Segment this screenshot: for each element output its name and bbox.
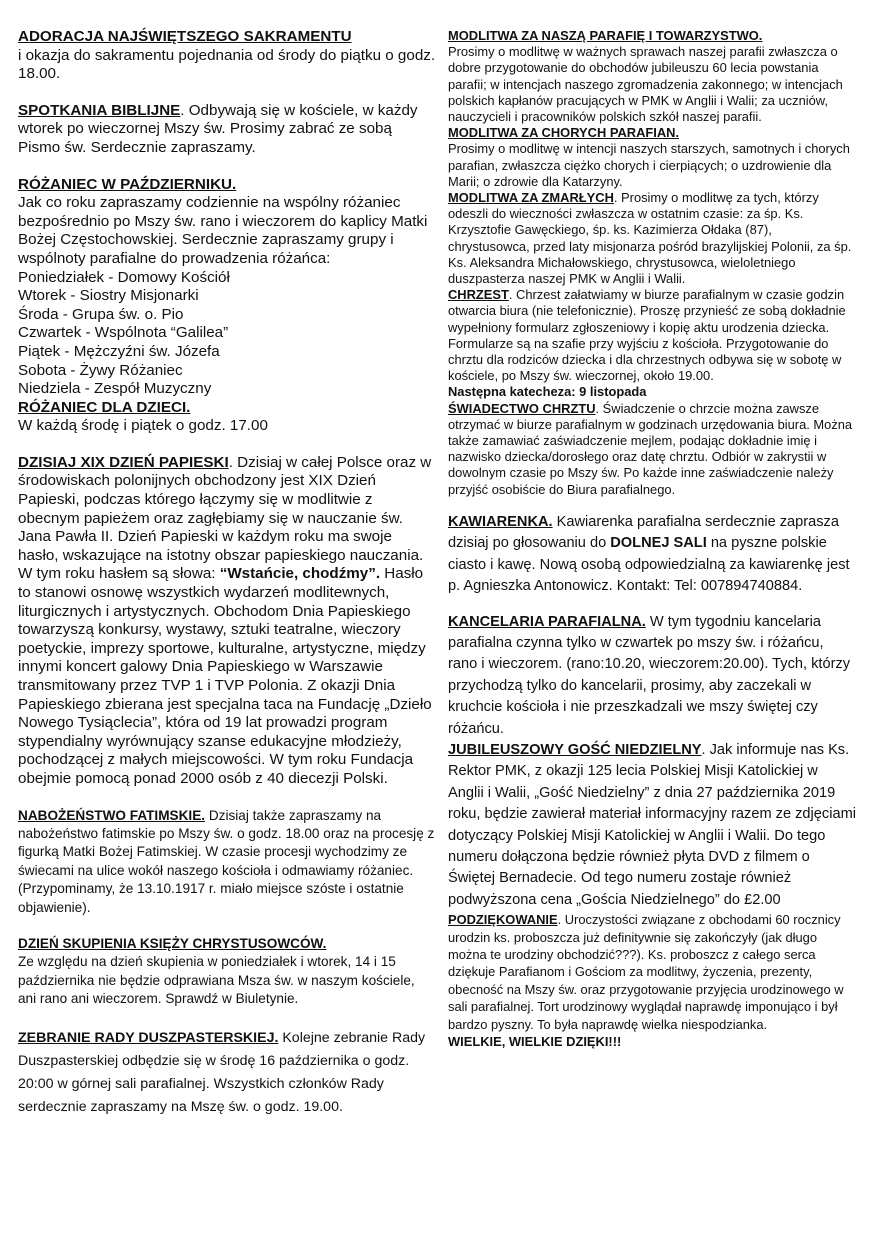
text-rozaniec: Jak co roku zapraszamy codziennie na wspólny różaniec bezpośrednio po Mszy św. rano i wieczorem do kaplicy Matki Bożej Częstochowskiej. Serdecznie zapraszamy grupy i wspólnoty parafialne do prowadzenia różańca: bbox=[18, 194, 428, 267]
text-jubileuszowy: . Jak informuje nas Ks. Rektor PMK, z okazji 125 lecia Polskiej Misji Katolickiej w Anglii i Walii, „Gość Niedzielny” z dnia 27 października 2019 roku, będzie zawierał materiał informacyjny razem ze zdjęciami dotyczący Polskiej Misji Katolickiej w Anglii i Walii. Do tego numeru dołączona będzie również płyta DVD z filmem o Świętej Bernadecie. Od tego numeru zostaje również podwyższona cena „Gościa Niedzielnego” do £2.00 bbox=[448, 741, 856, 908]
heading-modlitwa-chorzy: MODLITWA ZA CHORYCH PARAFIAN. bbox=[448, 125, 680, 141]
rozaniec-day: Sobota - Żywy Różaniec bbox=[18, 361, 183, 379]
section-jubileuszowy bbox=[448, 740, 856, 911]
rozaniec-day: Poniedziałek - Domowy Kościół bbox=[18, 268, 230, 286]
section-rada bbox=[18, 1027, 436, 1119]
heading-skupienie: DZIEŃ SKUPIENIA KSIĘŻY CHRYSTUSOWCÓW. bbox=[18, 936, 327, 951]
rozaniec-day: Wtorek - Siostry Misjonarki bbox=[18, 287, 199, 305]
heading-dzien-papieski: DZISIAJ XIX DZIEŃ PAPIESKI bbox=[18, 453, 229, 471]
section-modlitwa-chorzy bbox=[448, 125, 856, 190]
text-swiadectwo: . Świadczenie o chrzcie można zawsze otrzymać w biurze parafialnym w godzinach urzędowania biura. Można także zamawiać zaświadczenie mejlem, podając dokładnie imię i nazwisko dziecka/dorosłego oraz datę chrztu. Odbiór w zakrystii w dowolnym czasie po Mszy św. Po każde inne zaświadczenie należy przyjść osobiście do Biura parafialnego. bbox=[448, 400, 853, 497]
rozaniec-day: Piątek - Mężczyźni św. Józefa bbox=[18, 342, 220, 360]
section-spotkania bbox=[18, 102, 436, 158]
heading-podziekowanie: PODZIĘKOWANIE bbox=[448, 912, 558, 928]
text-kawiarenka-2: na pyszne polskie ciasto i kawę. Nową osobą odpowiedzialną za kawiarenkę jest p. Agnieszka Antonowicz. Kontakt: Tel: 007894740884. bbox=[448, 535, 850, 595]
text-kawiarenka-1: Kawiarenka parafialna serdecznie zaprasza dzisiaj po głosowaniu do bbox=[448, 513, 839, 552]
section-rozaniec bbox=[18, 176, 436, 436]
text-dzien-papieski-2: Hasło to stanowi osnowę wszystkich wydarzeń modlitewnych, liturgicznych i artystycznych. Obchodom Dnia Papieskiego towarzyszą konkursy, wystawy, sztuki teatralne, wieczory poetyckie, imprezy sportowe, kulturalne, artystyczne, między innymi koncert galowy Dnia Papieskiego w Warszawie transmitowany przez TVP 1 i TVP Polonia. Z okazji Dnia Papieskiego zbierana jest specjalna taca na Fundację „Dzieło Nowego Tysiąclecia”, która od 19 lat prowadzi program stypendialny wyrównujący szanse edukacyjne młodzieży, pochodzącej z małych miejscowości. W tym roku Fundacja obejmie pomocą ponad 2000 osób z 40 diecezji Polski. bbox=[18, 565, 432, 787]
section-fatimskie bbox=[18, 807, 436, 917]
text-rada: Kolejne zebranie Rady Duszpasterskiej odbędzie się w środę 16 października o godz. 20:00 w górnej sali parafialnej. Wszystkich członków Rady serdecznie zapraszamy na Mszę św. o godz. 19.00. bbox=[18, 1029, 426, 1115]
heading-kancelaria: KANCELARIA PARAFIALNA. bbox=[448, 613, 646, 630]
section-skupienie bbox=[18, 935, 436, 1009]
rozaniec-day: Czwartek - Wspólnota “Galilea” bbox=[18, 324, 229, 342]
heading-kawiarenka: KAWIARENKA. bbox=[448, 513, 553, 530]
section-adoracja bbox=[18, 28, 436, 84]
text-chrzest: . Chrzest załatwiamy w biurze parafialnym w czasie godzin otwarcia biura (nie telefonicznie). Proszę przynieść ze sobą dokładnie wypełniony formularz zgłoszeniowy i kopię aktu urodzenia dziecka. Formularze są na szafie przy wyjściu z kościoła. Przygotowanie do chrztu dla rodziców dziecka i dla chrzestnych odbywa się w sobotę w kościele, po Mszy św. wieczornej, około 19.00. bbox=[448, 287, 846, 384]
heading-spotkania: SPOTKANIA BIBLIJNE bbox=[18, 101, 181, 119]
text-modlitwa-parafia: Prosimy o modlitwę w ważnych sprawach naszej parafii zwłaszcza o dobre przygotowanie do obchodów jubileuszu 60 lecia powstania parafii; w intencjach naszego zgromadzenia zakonnego; w intencjach polskich kapłanów pracujących w PMK w Anglii i Walii; za uczniów, nauczycieli i pracowników polskich szkół naszej parafii. bbox=[448, 44, 843, 125]
heading-jubileuszowy: JUBILEUSZOWY GOŚĆ NIEDZIELNY bbox=[448, 741, 702, 758]
text-rozaniec-dzieci: W każdą środę i piątek o godz. 17.00 bbox=[18, 417, 268, 435]
heading-fatimskie: NABOŻEŃSTWO FATIMSKIE. bbox=[18, 807, 206, 823]
heading-rozaniec: RÓŻANIEC W PAŹDZIERNIKU. bbox=[18, 175, 237, 193]
text-podziekowanie: . Uroczystości związane z obchodami 60 rocznicy urodzin ks. proboszcza już definitywnie się zakończyły (jak długo można te urodziny obchodzić???). Ks. proboszcz z całego serca dziękuje Parafianom i Gościom za modlitwy, życzenia, prezenty, obecność na Mszy św. oraz przygotowanie przyjęcia urodzinowego w sali parafialnej. Tort urodzinowy wyglądał naprawdę imponująco i był bardzo pyszny. To była naprawdę wielka niespodzianka. bbox=[448, 912, 844, 1032]
heading-modlitwa-zmarli: MODLITWA ZA ZMARŁYCH bbox=[448, 190, 614, 206]
text-kancelaria: W tym tygodniu kancelaria parafialna czynna tylko w czwartek po mszy św. i różańcu, rano i wieczorem. (rano:10.20, wieczorem:20.00). Tych, którzy przychodzą tylko do kancelarii, prosimy, aby zaczekali w kruchcie kościoła i nie przeszkadzali we mszy świętej czy różańcu. bbox=[448, 613, 851, 737]
section-modlitwa-zmarli bbox=[448, 190, 856, 287]
section-modlitwa-parafia bbox=[448, 28, 856, 125]
rozaniec-day: Środa - Grupa św. o. Pio bbox=[18, 305, 184, 323]
katecheza-date: Następna katecheza: 9 listopada bbox=[448, 384, 647, 400]
motto-dzien-papieski: “Wstańcie, chodźmy”. bbox=[219, 565, 381, 583]
text-skupienie: Ze względu na dzień skupienia w poniedziałek i wtorek, 14 i 15 października nie będzie odprawiana Msza św. w naszym kościele, ani rano ani wieczorem. Sprawdź w Biuletynie. bbox=[18, 954, 415, 1007]
text-dzien-papieski-1: . Dzisiaj w całej Polsce oraz w środowiskach polonijnych obchodzony jest XIX Dzień Papieski, podczas którego łączymy się w modlitwie z obecnym papieżem oraz zagłębiamy się w nauczanie św. Jana Pawła II. Dzień Papieski w każdym roku ma swoje hasło, wskazujące na istotny obszar papieskiego nauczania. W tym roku hasłem są słowa: bbox=[18, 453, 432, 583]
text-fatimskie: Dzisiaj także zapraszamy na nabożeństwo fatimskie po Mszy św. o godz. 18.00 oraz na procesję z figurką Matki Bożej Fatimskiej. W czasie procesji wychodzimy ze świecami na ulice wokół naszego kościoła i odmawiamy różaniec. (Przypominamy, że 13.10.1917 r. miało miejsce szóste i ostatnie objawienie). bbox=[18, 807, 435, 915]
text-adoracja: i okazja do sakramentu pojednania od środy do piątku o godz. 18.00. bbox=[18, 46, 436, 83]
section-dzien-papieski bbox=[18, 454, 436, 789]
right-column bbox=[448, 28, 856, 1050]
text-modlitwa-zmarli: . Prosimy o modlitwę za tych, którzy odeszli do wieczności zwłaszcza w ostatnim czasie: za śp. Ks. Krzysztofie Gawęckiego, śp. ks. Kazimierza Ołdaka (87), chrystusowca, przed laty misjonarza pośród brazylijskiej Polonii, za śp. Ks. Aleksandra Michałowskiego, chrystusowca, wieloletniego duszpasterza naszej PMK w Anglii i Walii. bbox=[448, 190, 852, 287]
heading-rozaniec-dzieci: RÓŻANIEC DLA DZIECI. bbox=[18, 398, 191, 416]
heading-adoracja: ADORACJA NAJŚWIĘTSZEGO SAKRAMENTU bbox=[18, 28, 352, 45]
kawiarenka-dolna-sala: DOLNEJ SALI bbox=[610, 535, 707, 552]
section-kawiarenka bbox=[448, 512, 856, 598]
section-swiadectwo bbox=[448, 401, 856, 498]
rozaniec-day: Niedziela - Zespół Muzyczny bbox=[18, 380, 212, 398]
text-modlitwa-chorzy: Prosimy o modlitwę w intencji naszych starszych, samotnych i chorych parafian, zwłaszcza ciężko chorych i cierpiących; o uzdrowienie dla Marii; o zdrowie dla Katarzyny. bbox=[448, 141, 850, 189]
section-podziekowanie bbox=[448, 911, 856, 1050]
heading-rada: ZEBRANIE RADY DUSZPASTERSKIEJ. bbox=[18, 1029, 279, 1046]
text-spotkania: . Odbywają się w kościele, w każdy wtorek po wieczornej Mszy św. Prosimy zabrać ze sobą Pismo św. Serdecznie zapraszamy. bbox=[18, 101, 418, 156]
heading-modlitwa-parafia: MODLITWA ZA NASZĄ PARAFIĘ I TOWARZYSTWO. bbox=[448, 28, 763, 43]
section-chrzest bbox=[448, 287, 856, 400]
closing-thanks: WIELKIE, WIELKIE DZIĘKI!!! bbox=[448, 1034, 622, 1050]
heading-swiadectwo: ŚWIADECTWO CHRZTU bbox=[448, 400, 596, 416]
left-column bbox=[18, 28, 436, 1119]
heading-chrzest: CHRZEST bbox=[448, 287, 509, 303]
section-kancelaria bbox=[448, 612, 856, 740]
